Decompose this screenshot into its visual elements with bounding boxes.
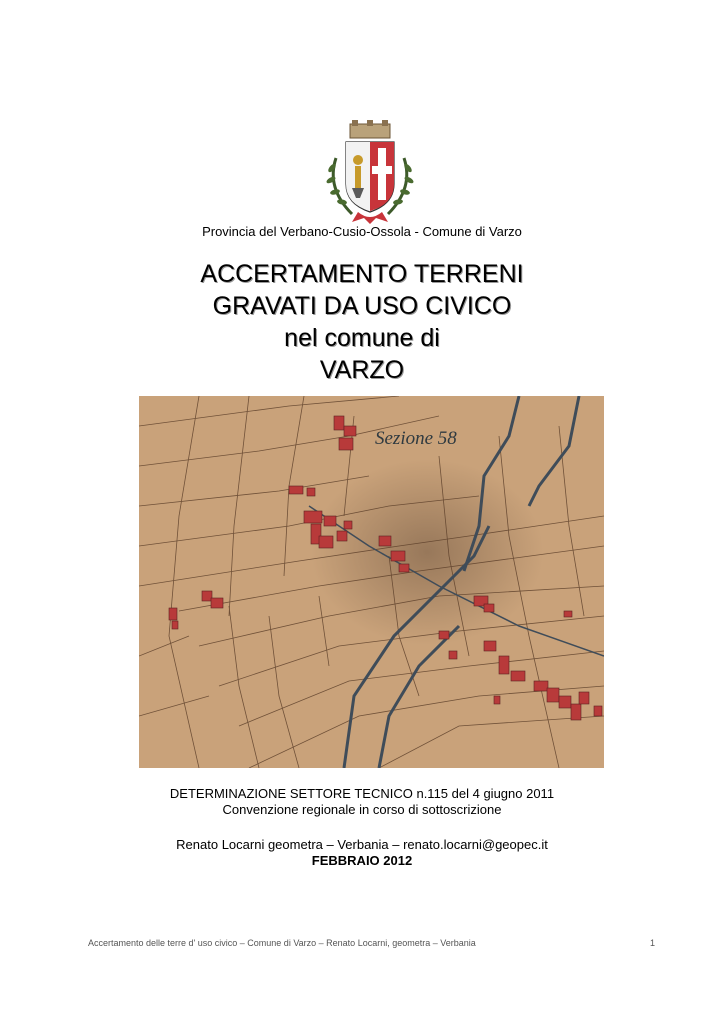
- title-line-2: GRAVATI DA USO CIVICO: [212, 292, 512, 320]
- title-line-3: nel comune di: [284, 324, 440, 352]
- map-section-label: Sezione 58: [375, 428, 457, 449]
- page-title: [0, 258, 724, 386]
- title-line-4: VARZO: [319, 356, 405, 384]
- provincia-line: Provincia del Verbano-Cusio-Ossola - Comune di Varzo: [202, 224, 522, 239]
- author-line: Renato Locarni geometra – Verbania – renato.locarni@geopec.it: [176, 837, 548, 852]
- date-line: FEBBRAIO 2012: [311, 853, 413, 868]
- coat-of-arms-emblem: [322, 118, 418, 226]
- page-footer: Accertamento delle terre d' uso civico – Comune di Varzo – Renato Locarni, geometra – Verbania: [88, 938, 476, 948]
- convenzione-line: Convenzione regionale in corso di sottoscrizione: [222, 802, 502, 817]
- determinazione-line: DETERMINAZIONE SETTORE TECNICO n.115 del 4 giugno 2011: [169, 786, 555, 801]
- cadastral-map-image: [139, 396, 604, 768]
- page-number: 1: [650, 938, 656, 948]
- title-line-1: ACCERTAMENTO TERRENI: [200, 260, 524, 288]
